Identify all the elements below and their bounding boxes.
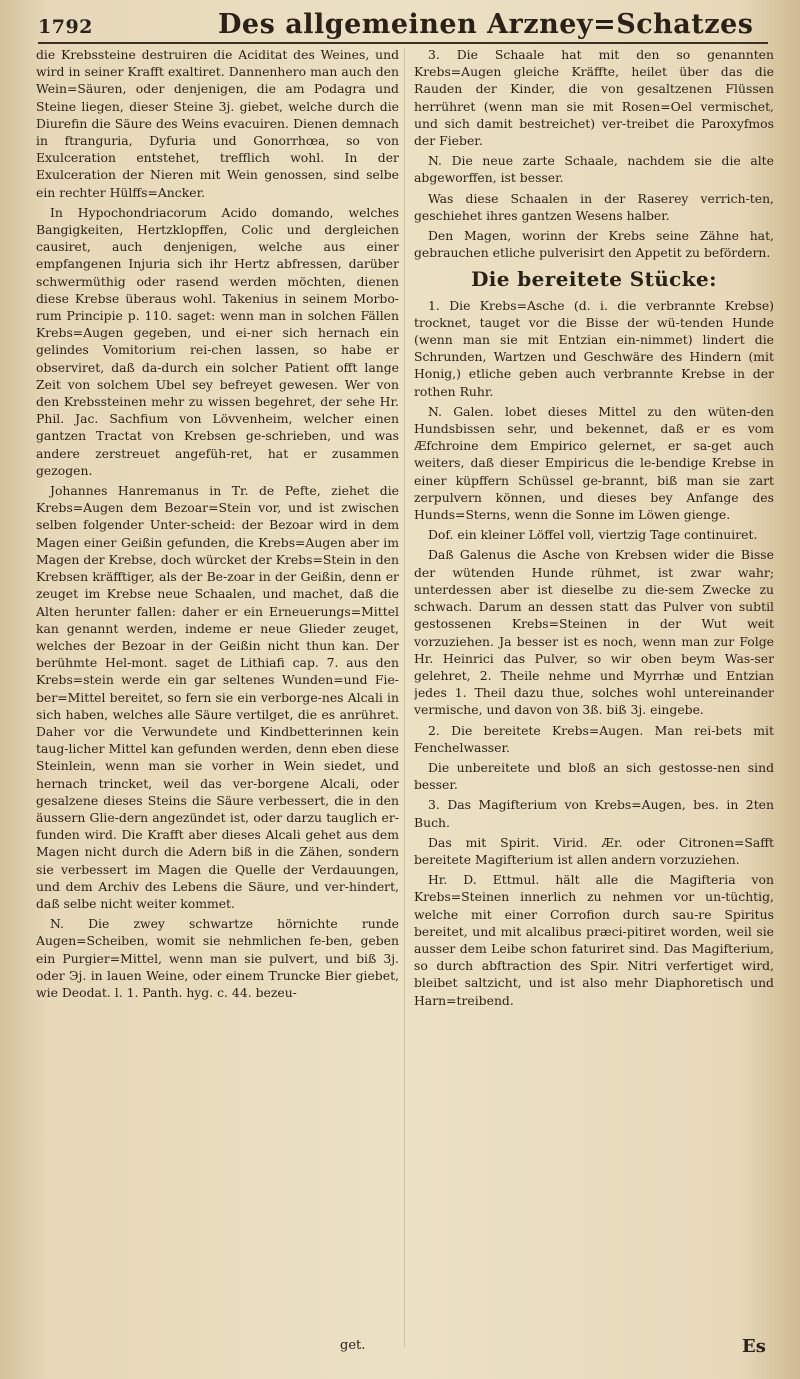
paragraph: Daß Galenus die Asche von Krebsen wider die Bisse der wütenden Hunde rühmet, ist zwar wahr; unterdessen aber ist dieselbe zu die-sem Zwecke zu schwach. Darum an dessen statt das Pulver von subtil gestossenen Krebs=Steinen in der Wut weit vorzuziehen. Ja besser ist es noch, wenn man zur Folge Hr. Heinrici das Pulver, so wir oben beym Was-ser gelehret, 2. Theile nehme und Myrrhæ und Entzian jedes 1. Theil dazu thue, solches wohl untereinander vermische, und davon von 3ß. biß 3j. eingebe.	[414, 547, 774, 718]
catchword-left: get.	[340, 1338, 366, 1353]
paragraph: N. Die neue zarte Schaale, nachdem sie die alte abgeworffen, ist besser.	[414, 153, 774, 186]
paragraph: 3. Das Magifterium von Krebs=Augen, bes. in 2ten Buch.	[414, 797, 774, 830]
paragraph: Die unbereitete und bloß an sich gestosse-nen sind besser.	[414, 759, 774, 793]
paragraph: Den Magen, worinn der Krebs seine Zähne hat, gebrauchen etliche pulverisirt den Appetit zu befördern.	[414, 228, 774, 261]
page-header	[38, 6, 768, 44]
paragraph: Hr. D. Ettmul. hält alle die Magifteria von Krebs=Steinen innerlich zu nehmen vor un-tüchtig, welche mit einer Corrofion durch sau-re Spiritus bereitet, und mit alcalibus præci-pitiret worden, weil sie ausser dem Leibe schon faturiret sind. Das Magifterium, so durch abftraction des Spir. Nitri verfertiget wird, bleibet saltzicht, und ist also mehr Diaphoretisch und Harn=treibend.	[414, 872, 774, 1008]
catchword-right: Es	[742, 1336, 766, 1357]
paragraph: Das mit Spirit. Virid. Ær. oder Citronen=Safft bereitete Magifterium ist allen andern vorzuziehen.	[414, 834, 774, 867]
right-column	[414, 46, 774, 1356]
paragraph: N. Galen. lobet dieses Mittel zu den wüten-den Hundsbissen sehr, und bekennet, daß er es vom Æfchroine dem Empirico gelernet, er sa-get auch weiters, daß dieser Empiricus die le-bendige Krebse in einer küpffern Schüssel ge-brannt, biß man sie zart zerpulvern können, und dieses bey Anfange des Hunds=Sterns, wenn die Sonne im Löwen gienge.	[414, 403, 774, 523]
paragraph: 2. Die bereitete Krebs=Augen. Man rei-bets mit Fenchelwasser.	[414, 722, 774, 755]
section-title: Die bereitete Stücke:	[471, 267, 717, 292]
running-head: Des allgemeinen Arzney=Schatzes	[218, 9, 754, 40]
paragraph: Johannes Hanremanus in Tr. de Pefte, ziehet die Krebs=Augen dem Bezoar=Stein vor, und ist zwischen selben folgender Unter-scheid: der Bezoar wird in dem Magen einer Geißin gefunden, die Krebs=Augen aber im Magen der Krebse, doch würcket der Krebs=Stein in den Krebsen kräfftiger, als der Be-zoar in der Geißin, denn er zeuget im Krebse neue Schaalen, und machet, daß die Alten herunter fallen: daher er ein Erneuerungs=Mittel kan genannt werden, indeme er neue Glieder zeuget, welches der Bezoar in der Geißin nicht thun kan. Der berühmte Hel-mont. saget de Lithiafi cap. 7. aus den Krebs=stein werde ein gar seltenes Wunden=und Fie-ber=Mittel bereitet, so fern sie ein verborge-nes Alcali in sich haben, welches alle Säure vertilget, die es anrühret. Daher vor die Verwundete und Kindbetterinnen kein taug-licher Mittel kan gefunden werden, denn eben diese Steinlein, wenn man sie vorher in Wein siedet, und hernach trincket, weil das ver-borgene Alcali, oder gesalzene dieses Steins die Säure verbessert, die in den äussern Glie-dern angezündet ist, oder darzu tauglich er-funden wird. Die Krafft aber dieses Alcali gehet aus dem Magen nicht durch die Adern biß in die Zähen, sondern sie verbessert im Magen die Quelle der Verdauungen, und dem Archiv des Lebens die Säure, und ver-hindert, daß selbe nicht weiter kommet.	[36, 483, 399, 911]
page-number: 1792	[38, 16, 93, 38]
left-column	[36, 46, 399, 1356]
paragraph: 3. Die Schaale hat mit den so genannten Krebs=Augen gleiche Kräffte, heilet über das die Rauden der Kinder, die von gesaltzenen Flüssen herrühret (wenn man sie mit Rosen=Oel vermischet, und sich damit bestreichet) ver-treibet die Paroxyfmos der Fieber.	[414, 47, 774, 149]
paragraph: 1. Die Krebs=Asche (d. i. die verbrannte Krebse) trocknet, tauget vor die Bisse der wü-tenden Hunde (wenn man sie mit Entzian ein-nimmet) lindert die Schrunden, Wartzen und Geschwäre des Hindern (mit Honig,) etliche geben auch verbrannte Krebse in der rothen Ruhr.	[414, 297, 774, 399]
paragraph: In Hypochondriacorum Acido domando, welches Bangigkeiten, Hertzklopffen, Colic und dergleichen causiret, auch denjenigen, welche aus einer empfangenen Injuria sich ihr Hertz abfressen, darüber schwermüthig oder rasend werden möchten, dienen diese Krebse überaus wohl. Takenius in seinem Morbo-rum Principie p. 110. saget: wenn man in solchen Fällen Krebs=Augen gegeben, und ei-ner sich hernach ein gelindes Vomitorium rei-chen lassen, so habe er observiret, daß da-durch ein solcher Patient offt lange Zeit von solchem Ubel sey befreyet gewesen. Wer von den Krebssteinen mehr zu wissen begehret, der sehe Hr. Phil. Jac. Sachfium von Lövvenheim, welcher einen gantzen Tractat von Krebsen ge-schrieben, und was andere zerstreuet angefüh-ret, hat er zusammen gezogen.	[36, 204, 399, 478]
column-divider	[404, 48, 405, 1348]
paragraph: N. Die zwey schwartze hörnichte runde Augen=Scheiben, womit sie nehmlichen fe-ben, geben ein Purgier=Mittel, wenn man sie pulvert, und biß 3j. oder Эj. in lauen Weine, oder einem Truncke Bier giebet, wie Deodat. l. 1. Panth. hyg. c. 44. bezeu-	[36, 916, 399, 1000]
paragraph: Dof. ein kleiner Löffel voll, viertzig Tage continuiret.	[428, 527, 758, 543]
paragraph: die Krebssteine destruiren die Aciditat des Weines, und wird in seiner Krafft exaltiret. Dannenhero man auch den Wein=Säuren, oder denjenigen, die am Podagra und Steine liegen, dieser Steine 3j. giebet, welche durch die Diurefin die Säure des Weins evacuiren. Dienen demnach in ftranguria, Dyfuria und Gonorrhœa, so von Exulceration entstehet, trefflich wohl. In der Exulceration der Nieren mit Wein genossen, sind selbe ein rechter Hülffs=Ancker.	[36, 47, 399, 200]
paragraph: Was diese Schaalen in der Raserey verrich-ten, geschiehet ihres gantzen Wesens halber.	[414, 190, 774, 223]
